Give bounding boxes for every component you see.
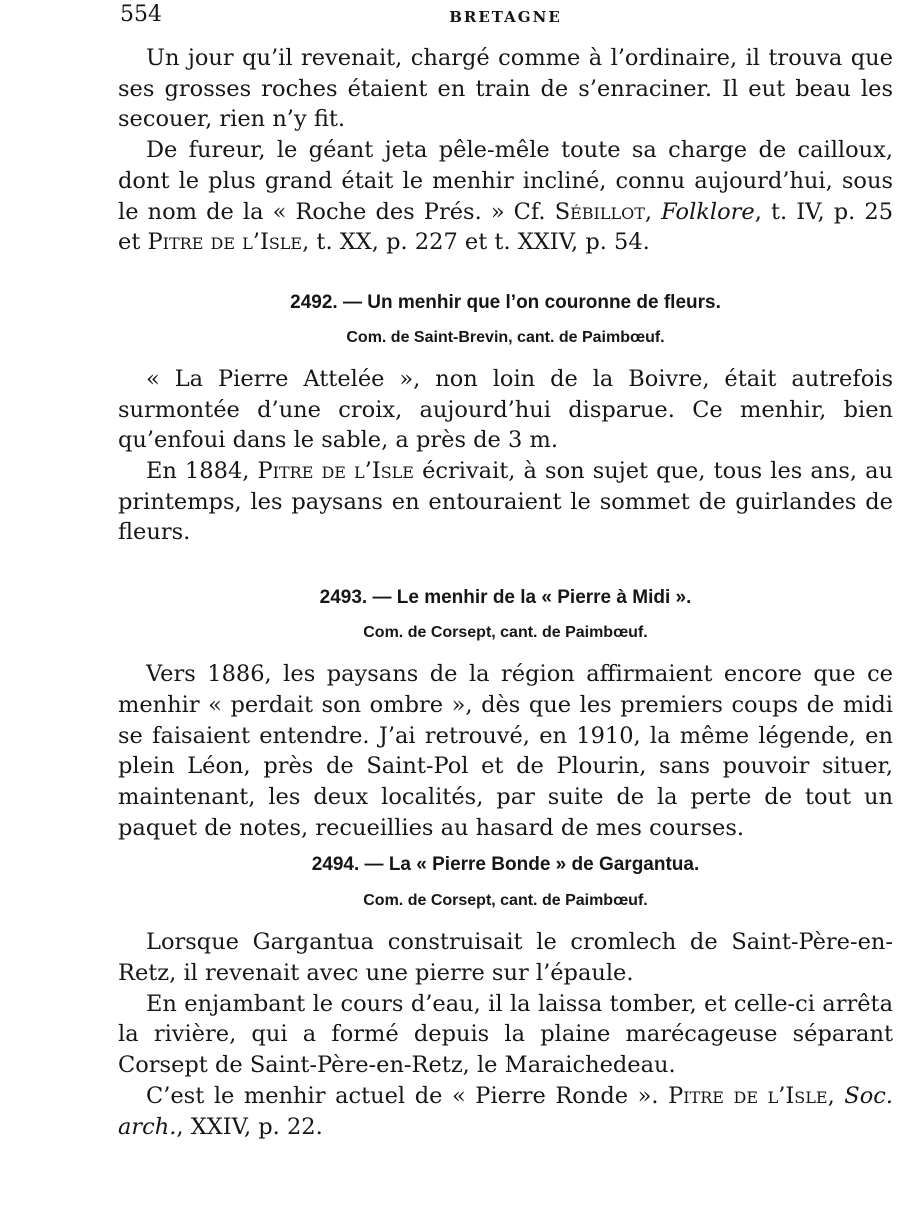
paragraph: Lorsque Gargantua construisait le cromlech de Saint-Père-en-Retz, il revenait avec une pierre sur l’épaule.: [118, 929, 893, 987]
section-heading: [118, 289, 893, 317]
author-name: Pitre de l’Isle: [257, 458, 414, 485]
section-number: 2494.: [311, 854, 360, 876]
section-location: Com. de Saint-Brevin, cant. de Paimbœuf.: [346, 328, 665, 346]
text: De fureur, le géant jeta pêle-mêle toute sa charge de cailloux, dont le plus grand était le menhir incliné, connu aujourd’hui, sous le nom de la « Roche des Prés. » Cf.: [118, 137, 893, 225]
text: ,: [827, 1082, 835, 1109]
page-number: 554: [120, 2, 162, 27]
section-location: Com. de Corsept, cant. de Paimbœuf.: [363, 624, 648, 642]
book-page: [118, 0, 893, 1212]
running-title: BRETAGNE: [449, 8, 562, 26]
journal-title: Soc. arch.: [118, 1082, 894, 1140]
paragraph: [118, 1081, 893, 1142]
section-number: 2492.: [290, 291, 338, 313]
section-location: Com. de Corsept, cant. de Paimbœuf.: [363, 892, 648, 910]
author-name: Pitre de l’Isle: [147, 229, 303, 256]
text: , t. IV, p. 25 et: [118, 198, 894, 256]
section-number: 2493.: [319, 587, 368, 609]
work-title: Folklore: [661, 198, 755, 225]
paragraph: « La Pierre Attelée », non loin de la Boivre, était autrefois surmontée d’une croix, aujourd’hui disparue. Ce menhir, bien qu’enfoui dans le sable, a près de 3 m.: [118, 365, 893, 454]
text: C’est le menhir actuel de « Pierre Ronde ».: [146, 1082, 659, 1109]
section-title: — Un menhir que l’on couronne de fleurs.: [342, 291, 721, 313]
paragraph: En enjambant le cours d’eau, il la laissa tomber, et celle-ci arrêta la rivière, qui a formé depuis la plaine marécageuse séparant Corsept de Saint-Père-en-Retz, le Maraichedeau.: [118, 990, 893, 1079]
running-header: [118, 2, 893, 30]
section-title: — La « Pierre Bonde » de Gargantua.: [364, 854, 700, 876]
paragraph: [118, 456, 893, 548]
author-name: Sébillot: [554, 198, 645, 225]
text: En 1884,: [146, 458, 250, 485]
section-title: — Le menhir de la « Pierre à Midi ».: [372, 587, 692, 609]
page-body: [118, 43, 893, 1142]
paragraph: Vers 1886, les paysans de la région affirmaient encore que ce menhir « perdait son ombre », dès que les premiers coups de midi se faisaient entendre. J’ai retrouvé, en 1910, la même légende, en plein Léon, près de Saint-Pol et de Plourin, sans pouvoir situer, maintenant, les deux localités, par suite de la perte de tout un paquet de notes, recueillies au hasard de mes courses.: [118, 661, 893, 841]
paragraph: Un jour qu’il revenait, chargé comme à l’ordinaire, il trouva que ses grosses roches étaient en train de s’enraciner. Il eut beau les secouer, rien n’y fit.: [118, 45, 893, 133]
text: écrivait, à son sujet que, tous les ans, au printemps, les paysans en entouraient le sommet de guirlandes de fleurs.: [118, 458, 894, 546]
section-heading: [118, 584, 893, 612]
paragraph: De fureur, le géant jeta pêle-mêle toute sa charge de cailloux, dont le plus grand était le menhir incliné, connu aujourd’hui, sous le nom de la « Roche des Prés. » Cf. Sébillot, Folklore, t. IV, p. 25 et Pitre de l’Isle, t. XX, p. 227 et t. XXIV, p. 54.: [118, 137, 894, 256]
author-name: Pitre de l’Isle: [668, 1082, 828, 1109]
text: , XXIV, p. 22.: [176, 1113, 323, 1140]
text: , t. XX, p. 227 et t. XXIV, p. 54.: [302, 229, 650, 256]
section-heading: [118, 851, 893, 879]
